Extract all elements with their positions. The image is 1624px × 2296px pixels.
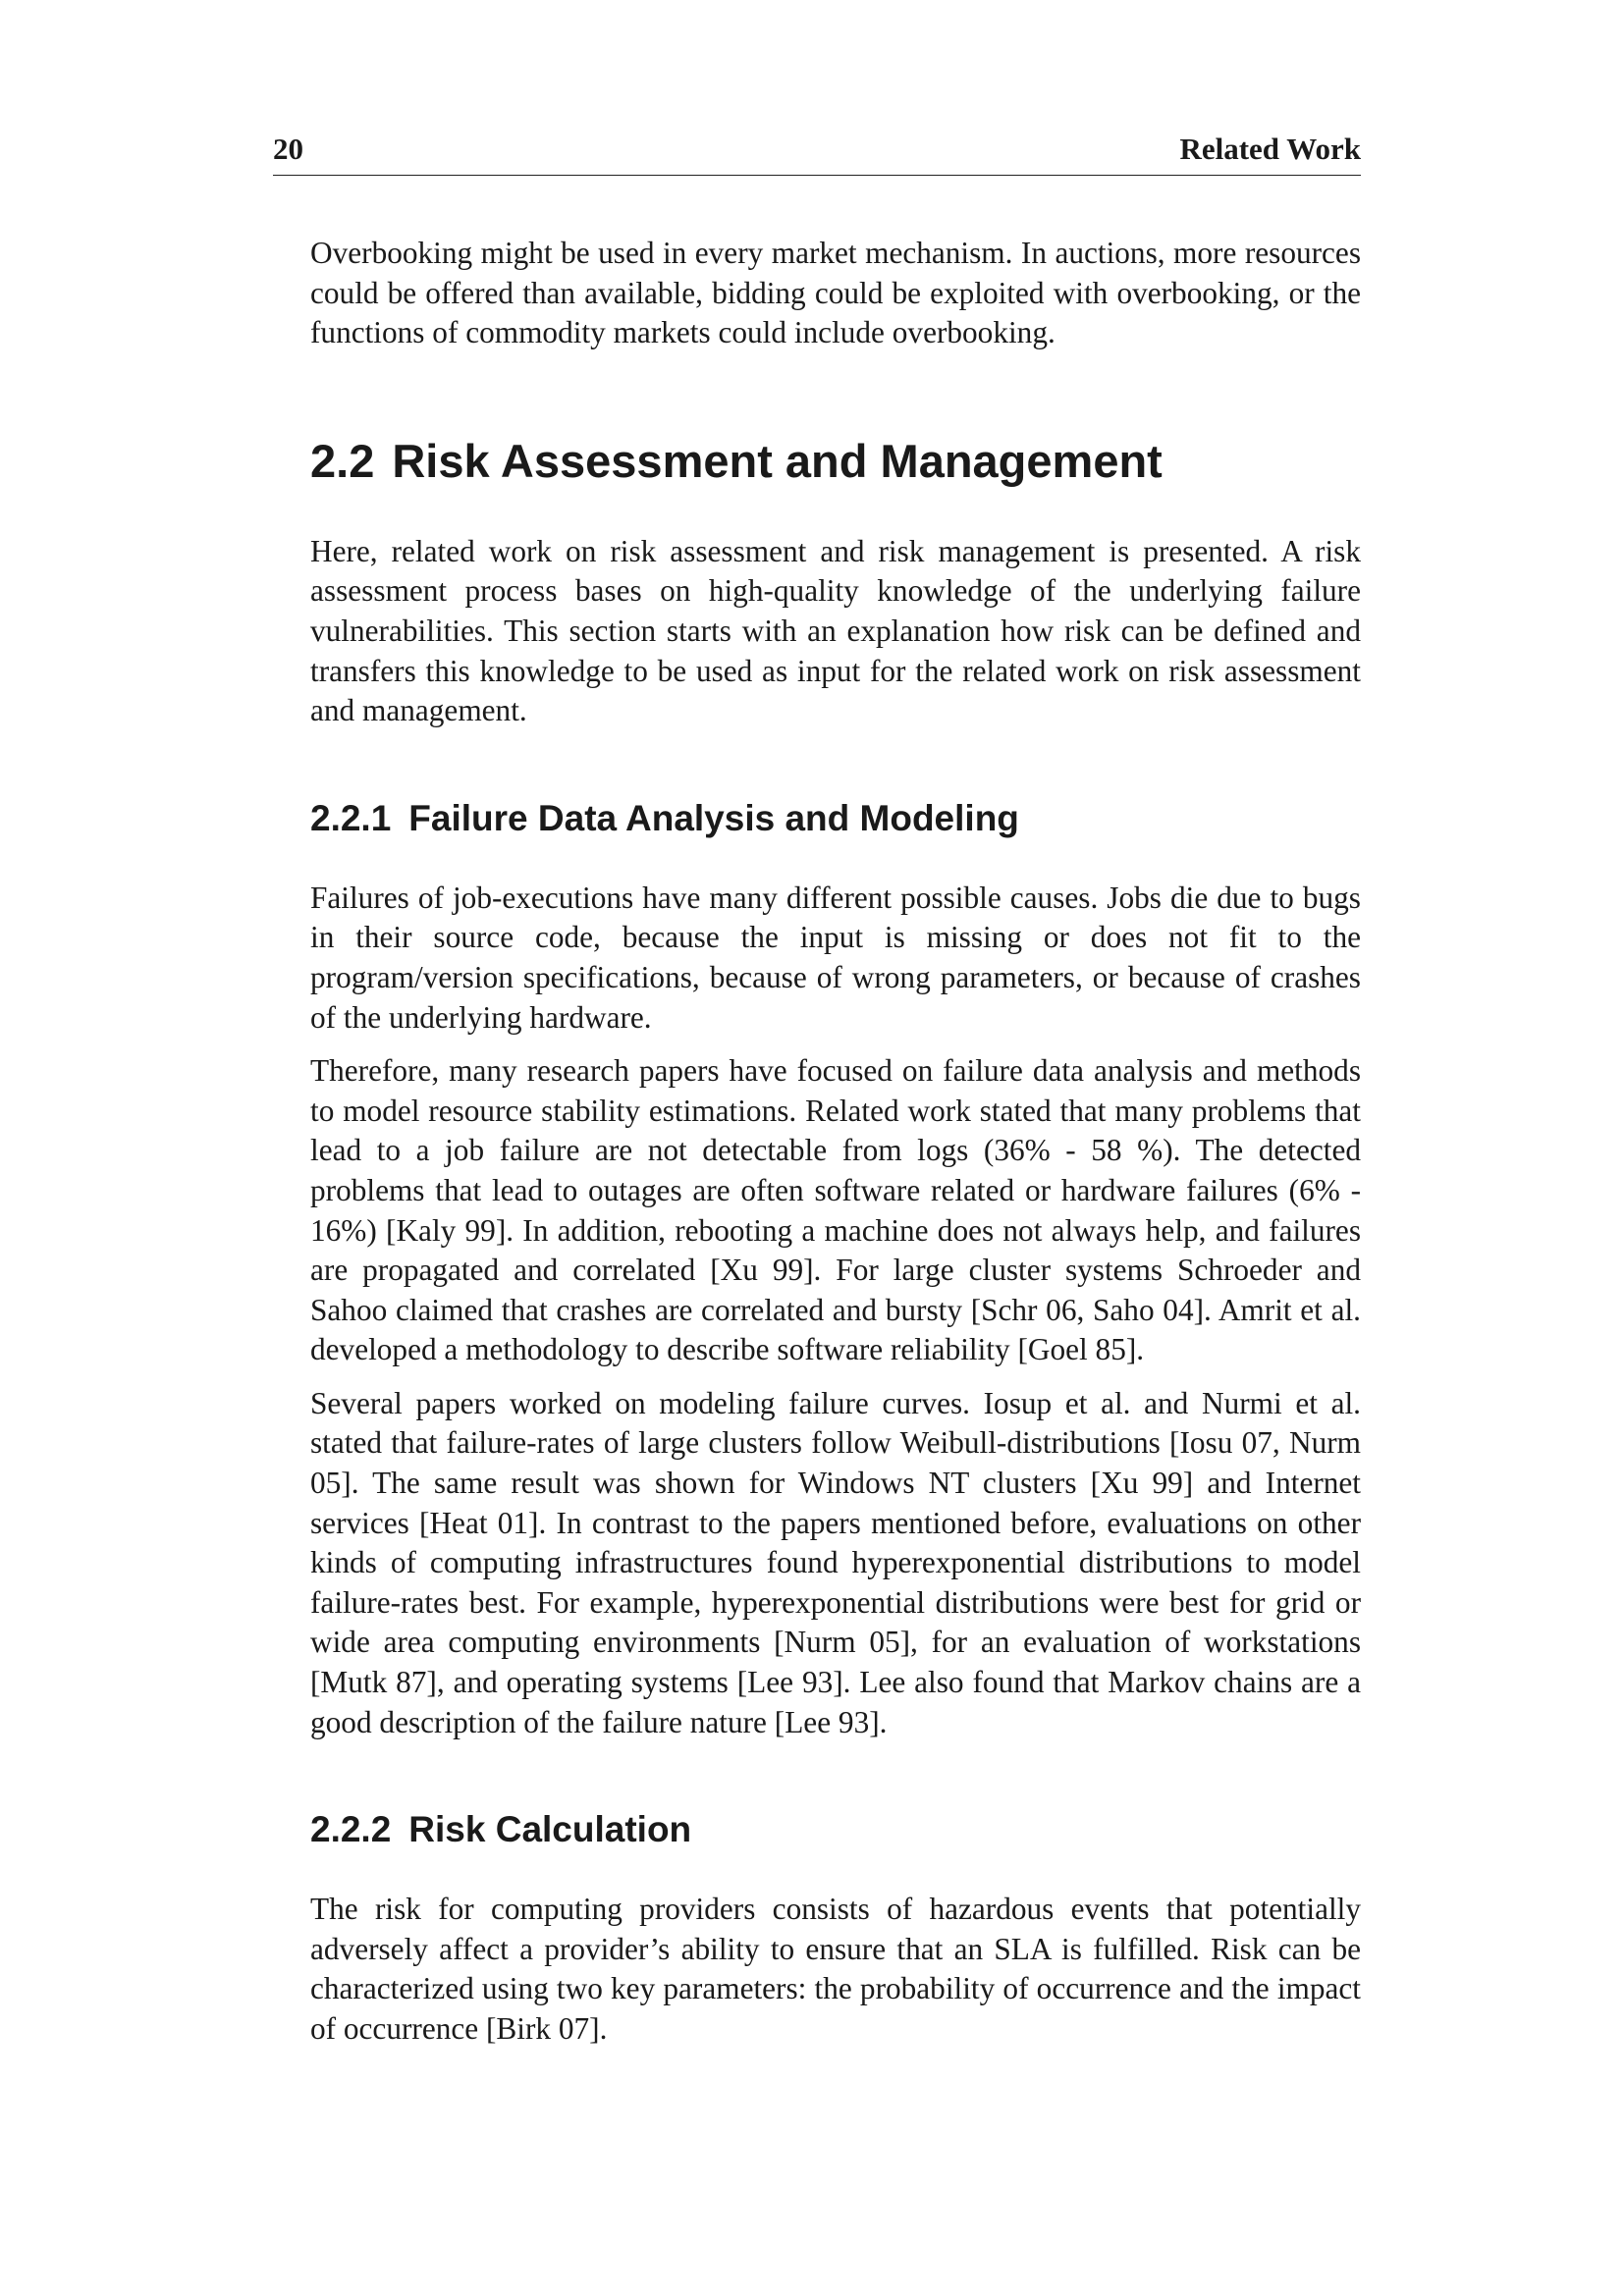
page-header — [273, 128, 1361, 176]
subsection-number: 2.2.1 — [310, 797, 392, 838]
intro-paragraph: Overbooking might be used in every market mechanism. In auctions, more resources could be offered than available, bidding could be exploited with overbooking, or the functions of commodity markets could include overbooking. — [310, 236, 1361, 350]
section-2-2-1-paragraph-2: Therefore, many research papers have focused on failure data analysis and methods to model resource stability estimations. Related work stated that many problems that lead to a job failure are not detectable from logs (36% - 58 %). The detected problems that lead to outages are often software related or hardware failures (6% - 16%) [Kaly 99]. In addition, rebooting a machine does not always help, and failures are propagated and correlated [Xu 99]. For large cluster systems Schroeder and Sahoo claimed that crashes are correlated and bursty [Schr 06, Saho 04]. Amrit et al. developed a methodology to describe software reliability [Goel 85]. — [310, 1053, 1361, 1367]
section-2-2-1-paragraph-1: Failures of job-executions have many different possible causes. Jobs die due to bugs in their source code, because the input is missing or does not fit to the program/version specifications, because of wrong parameters, or because of crashes of the underlying hardware. — [310, 880, 1361, 1035]
section-number: 2.2 — [310, 434, 375, 487]
subsection-heading-2-2-2 — [310, 1807, 1361, 1852]
subsection-number: 2.2.2 — [310, 1809, 392, 1850]
page-body — [310, 234, 1361, 2063]
section-title: Risk Assessment and Management — [392, 434, 1163, 487]
subsection-heading-2-2-1 — [310, 796, 1361, 841]
section-2-2-paragraph: Here, related work on risk assessment and risk management is presented. A risk assessment process bases on high-quality knowledge of the underlying failure vulnerabilities. This section starts with an explanation how risk can be defined and transfers this knowledge to be used as input for the related work on risk assessment and management. — [310, 533, 1361, 728]
subsection-title: Failure Data Analysis and Modeling — [408, 797, 1019, 838]
running-title: Related Work — [1179, 132, 1361, 166]
section-2-2-1-paragraph-3: Several papers worked on modeling failure curves. Iosup et al. and Nurmi et al. stated that failure-rates of large clusters follow Weibull-distributions [Iosu 07, Nurm 05]. The same result was shown for Windows NT clusters [Xu 99] and Internet services [Heat 01]. In contrast to the papers mentioned before, evaluations on other kinds of computing infrastructures found hyperexponential distributions to model failure-rates best. For example, hyperexponential distributions were best for grid or wide area computing environments [Nurm 05], for an evaluation of workstations [Mutk 87], and operating systems [Lee 93]. Lee also found that Markov chains are a good description of the failure nature [Lee 93]. — [310, 1385, 1361, 1739]
subsection-title: Risk Calculation — [408, 1809, 692, 1850]
section-heading-2-2 — [310, 434, 1361, 489]
page-number: 20 — [273, 132, 303, 166]
section-2-2-2-paragraph: The risk for computing providers consists of hazardous events that potentially adversely affect a provider’s ability to ensure that an SLA is fulfilled. Risk can be characterized using two key parameters: the probability of occurrence and the impact of occurrence [Birk 07]. — [310, 1892, 1361, 2046]
